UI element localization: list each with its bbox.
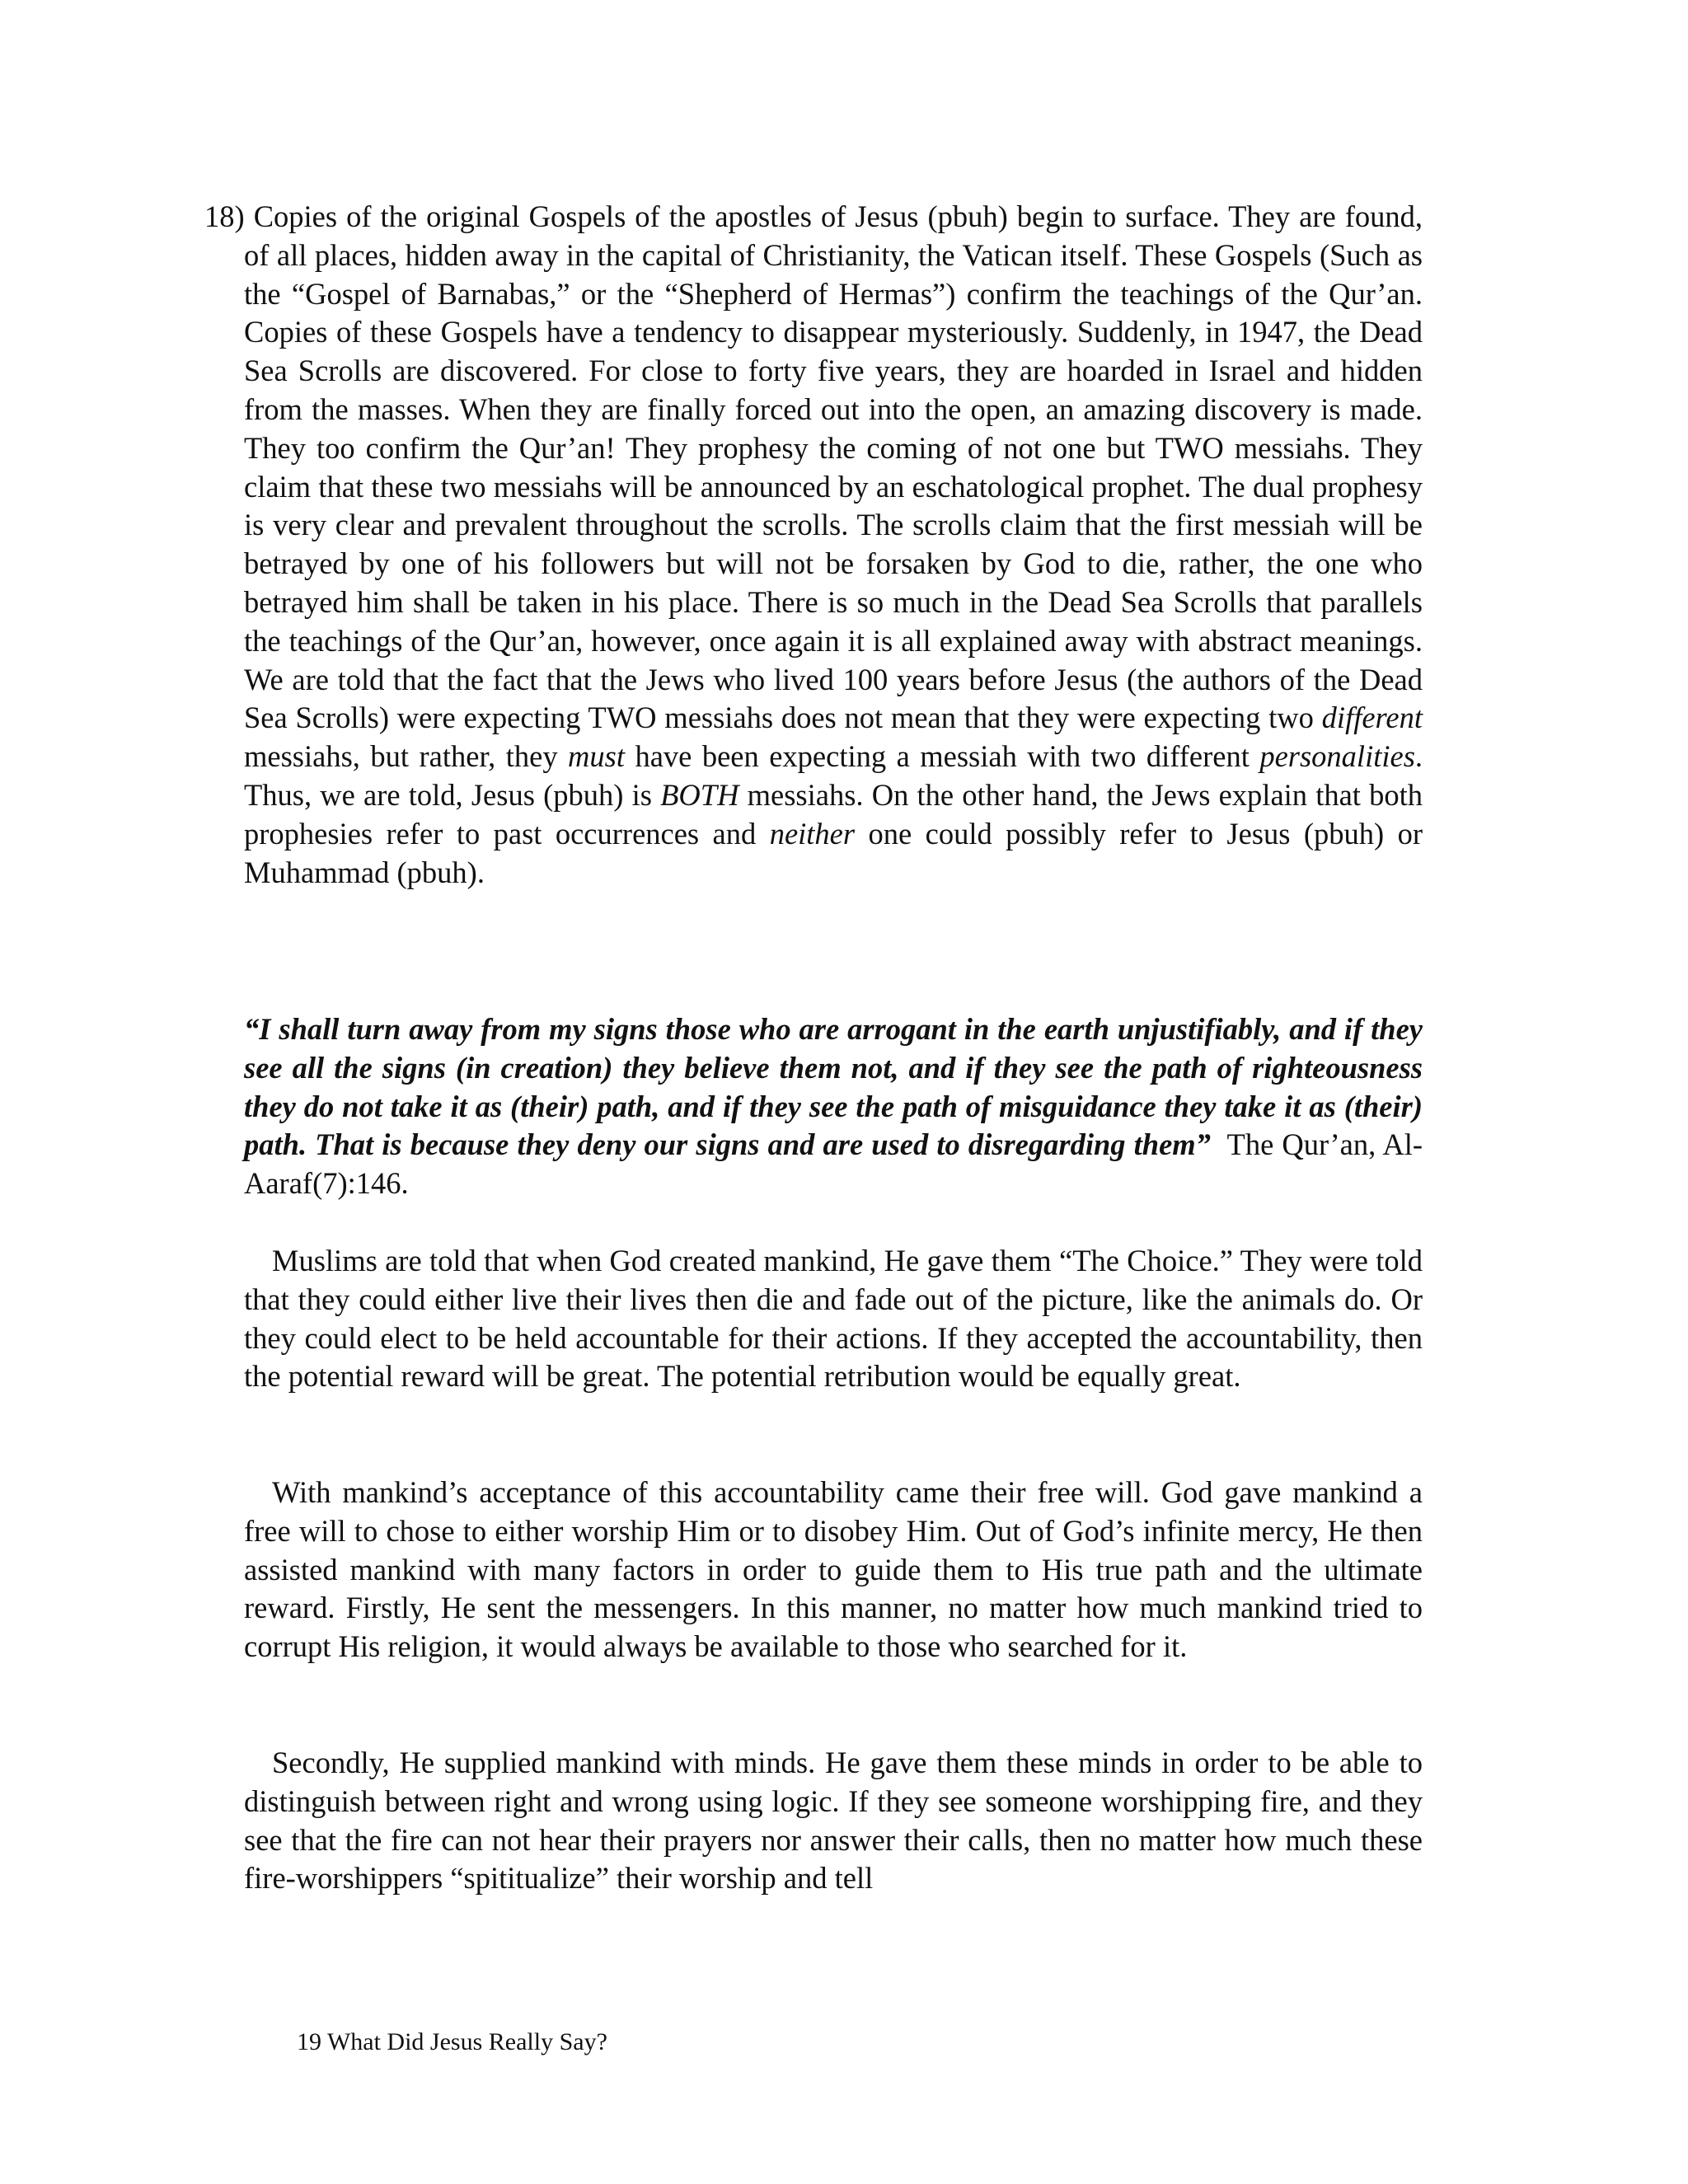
item-text-4: . Thus, we are told, Jesus (pbuh) is <box>244 739 1423 812</box>
emphasis-must: must <box>568 739 626 774</box>
item-text-2: messiahs, but rather, they <box>244 739 558 774</box>
quote-text: “I shall turn away from my signs those who are arrogant in the earth unjustifiably, and if they see all the signs (in creation) they believe them not, and if they see the path of righteousness they do not take it as (their) path, and if they see the path of misguidance they take it as (their) path. That is because they deny our signs and are used to disregarding them” <box>244 1012 1423 1162</box>
quote-citation: The Qur’an, Al-Aaraf(7):146. <box>244 1127 1423 1201</box>
item-number: 18) <box>204 199 245 233</box>
item-text-5: messiahs. On the other hand, the Jews explain that both prophesies refer to past occurrences and <box>244 777 1423 851</box>
paragraph-minds: Secondly, He supplied mankind with minds. He gave them these minds in order to be able to distinguish between right and wrong using logic. If they see someone worshipping fire, and they see that the fire can not hear their prayers nor answer their calls, then no matter how much these fire-worshippers “spititualize” their worship and tell <box>244 1746 1423 1896</box>
list-item-18 <box>204 198 1423 892</box>
item-text-3: have been expecting a messiah with two different <box>635 739 1250 774</box>
emphasis-different: different <box>1321 701 1423 735</box>
emphasis-neither: neither <box>769 816 856 851</box>
page-footer: 19 What Did Jesus Really Say? <box>297 2028 607 2055</box>
paragraph-choice: Muslims are told that when God created mankind, He gave them “The Choice.” They were told that they could either live their lives then die and fade out of the picture, like the animals do. Or they could elect to be held accountable for their actions. If they accepted the accountability, then the potential reward will be great. The potential retribution would be equally great. <box>244 1244 1423 1394</box>
quran-quote <box>244 1010 1423 1203</box>
item-text-1: Copies of the original Gospels of the apostles of Jesus (pbuh) begin to surface. They are found, of all places, hidden away in the capital of Christianity, the Vatican itself. These Gospels (Such as the “Gospel of Barnabas,” or the “Shepherd of Hermas”) confirm the teachings of the Qur’an. Copies of these Gospels have a tendency to disappear mysteriously. Suddenly, in 1947, the Dead Sea Scrolls are discovered. For close to forty five years, they are hoarded in Israel and hidden from the masses. When they are finally forced out into the open, an amazing discovery is made. They too confirm the Qur’an! They prophesy the coming of not one but TWO messiahs. They claim that these two messiahs will be announced by an eschatological prophet. The dual prophesy is very clear and prevalent throughout the scrolls. The scrolls claim that the first messiah will be betrayed by one of his followers but will not be forsaken by God to die, rather, the one who betrayed him shall be taken in his place. There is so much in the Dead Sea Scrolls that parallels the teachings of the Qur’an, however, once again it is all explained away with abstract meanings. We are told that the fact that the Jews who lived 100 years before Jesus (the authors of the Dead Sea Scrolls) were expecting TWO messiahs does not mean that they were expecting two <box>244 199 1423 735</box>
item-text-6: one could possibly refer to Jesus (pbuh) or Muhammad (pbuh). <box>244 816 1423 889</box>
paragraph-free-will: With mankind’s acceptance of this accountability came their free will. God gave mankind a free will to chose to either worship Him or to disobey Him. Out of God’s infinite mercy, He then assisted mankind with many factors in order to guide them to His true path and the ultimate reward. Firstly, He sent the messengers. In this manner, no matter how much mankind tried to corrupt His religion, it would always be available to those who searched for it. <box>244 1475 1423 1664</box>
emphasis-both: BOTH <box>660 777 739 812</box>
emphasis-personalities: personalities <box>1259 739 1415 774</box>
